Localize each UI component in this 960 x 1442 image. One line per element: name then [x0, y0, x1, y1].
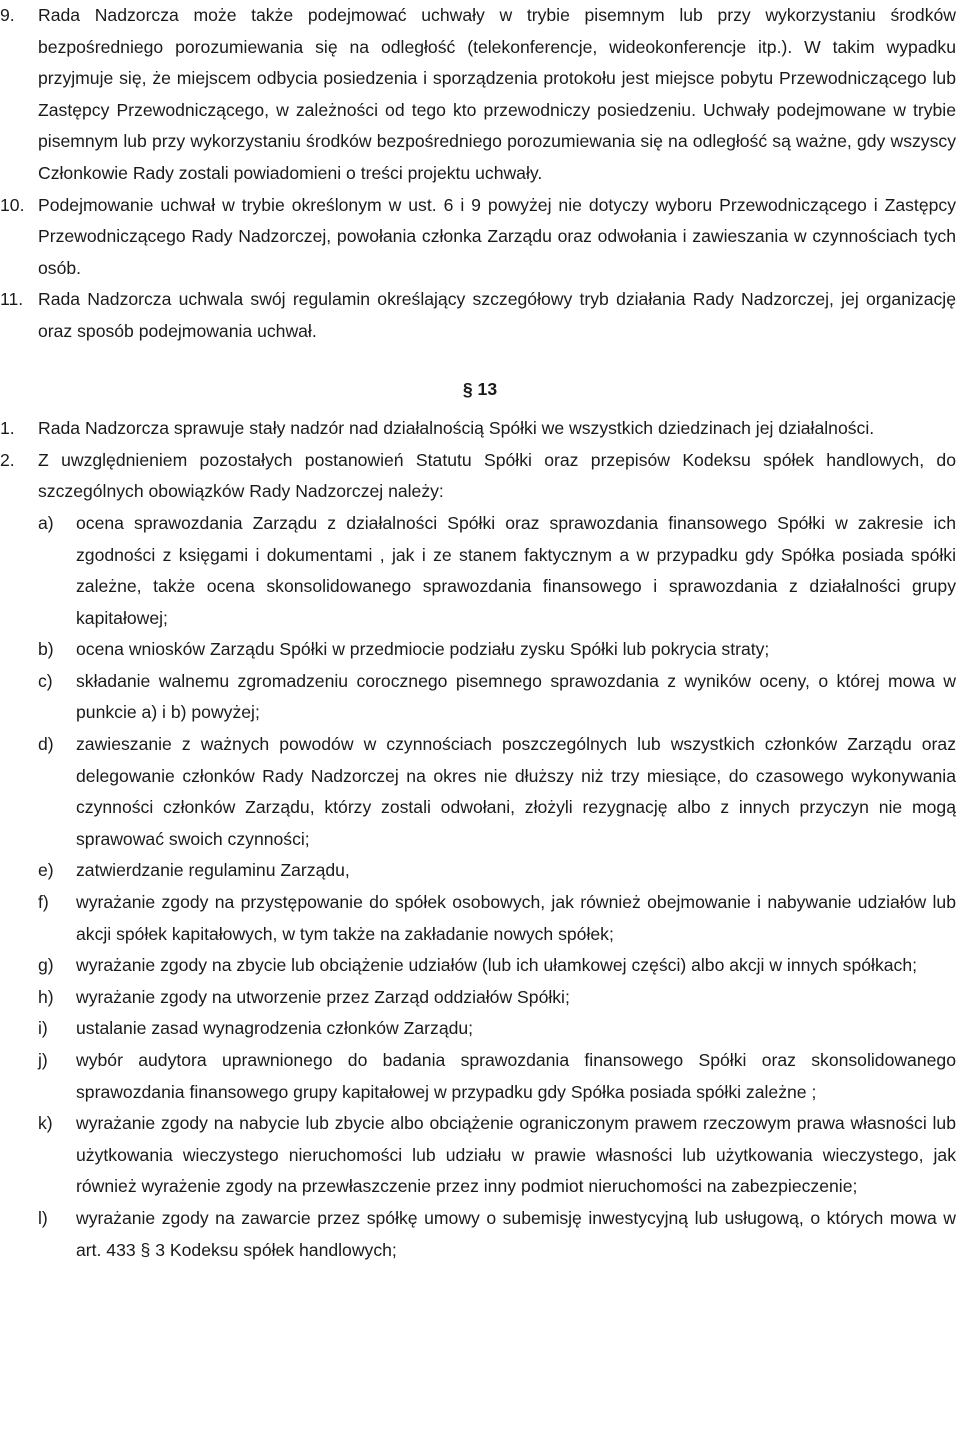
paragraph-number: 1. [0, 418, 15, 439]
paragraph-text: Rada Nadzorcza może także podejmować uchwały w trybie pisemnym lub przy wykorzystaniu środków bezpośredniego porozumiewania się na odległość (telekonferencje, wideokonferencje itp.). W takim wypadku przyjmuje się, że miejscem odbycia posiedzenia i sporządzenia protokołu jest miejsce pobytu Przewodniczącego lub Zastępcy Przewodniczącego, w zależności od tego kto przewodniczy posiedzeniu. Uchwały podejmowane w trybie pisemnym lub przy wykorzystaniu środków bezpośredniego porozumiewania się na odległość są ważne, gdy wszyscy Członkowie Rady zostali powiadomieni o treści projektu uchwały. [38, 5, 956, 183]
list-item-letter: b) [38, 639, 54, 660]
list-item-letter: j) [38, 1050, 48, 1070]
list-item-text: wyrażanie zgody na przystępowanie do spółek osobowych, jak również obejmowanie i nabywanie udziałów lub akcji spółek kapitałowych, w tym także na zakładanie nowych spółek; [76, 892, 956, 944]
list-item-a [0, 508, 960, 634]
list-item-h [0, 982, 960, 1014]
section-paragraph-1 [0, 413, 960, 445]
list-item-k [0, 1108, 960, 1203]
list-item-letter: d) [38, 734, 54, 755]
list-item-text: wyrażanie zgody na zawarcie przez spółkę umowy o subemisję inwestycyjną lub usługową, o których mowa w art. 433 § 3 Kodeksu spółek handlowych; [76, 1207, 956, 1260]
list-item-text: ustalanie zasad wynagrodzenia członków Zarządu; [76, 1018, 474, 1039]
paragraph-10 [0, 190, 960, 285]
list-item-e [0, 855, 960, 887]
paragraph-number: 10. [0, 194, 25, 215]
section-heading: § 13 [462, 378, 498, 399]
list-item-b [0, 634, 960, 666]
list-item-letter: k) [38, 1113, 53, 1134]
list-item-text: wyrażanie zgody na nabycie lub zbycie albo obciążenie ograniczonym prawem rzeczowym prawa własności lub użytkowania wieczystego nieruchomości lub udziału w prawie własności lub użytkowania wieczystego, jak również wyrażenie zgody na przewłaszczenie przez inny podmiot nieruchomości na zabezpieczenie; [76, 1113, 956, 1197]
paragraph-9 [0, 0, 960, 190]
list-item-letter: e) [38, 860, 54, 881]
paragraph-text: Podejmowanie uchwał w trybie określonym w ust. 6 i 9 powyżej nie dotyczy wyboru Przewodniczącego i Zastępcy Przewodniczącego Rady Nadzorczej, powołania członka Zarządu oraz odwołania i zawieszania w czynnościach tych osób. [38, 194, 956, 278]
list-item-j [0, 1045, 960, 1108]
paragraph-text: Z uwzględnieniem pozostałych postanowień Statutu Spółki oraz przepisów Kodeksu spółek handlowych, do szczególnych obowiązków Rady Nadzorczej należy: [38, 449, 956, 502]
list-item-text: ocena wniosków Zarządu Spółki w przedmiocie podziału zysku Spółki lub pokrycia straty; [76, 639, 770, 660]
list-item-text: zawieszanie z ważnych powodów w czynnościach poszczególnych lub wszystkich członków Zarządu oraz delegowanie członków Rady Nadzorczej na okres nie dłuższy niż trzy miesiące, do czasowego wykonywania czynności członków Zarządu, którzy zostali odwołani, złożyli rezygnację albo z innych przyczyn nie mogą sprawować swoich czynności; [76, 734, 956, 849]
list-item-text: ocena sprawozdania Zarządu z działalności Spółki oraz sprawozdania finansowego Spółki w zakresie ich zgodności z księgami i dokumentami , jak i ze stanem faktycznym a w przypadku gdy Spółka posiada spółki zależne, także ocena skonsolidowanego sprawozdania finansowego i sprawozdania z działalności grupy kapitałowej; [76, 512, 956, 628]
list-item-f [0, 887, 960, 950]
paragraph-number: 2. [0, 449, 15, 470]
list-item-letter: g) [38, 955, 54, 976]
list-item-text: składanie walnemu zgromadzeniu corocznego pisemnego sprawozdania z wyników oceny, o której mowa w punkcie a) i b) powyżej; [76, 670, 956, 723]
list-item-text: zatwierdzanie regulaminu Zarządu, [76, 860, 350, 881]
list-item-letter: a) [38, 512, 54, 533]
paragraph-number: 9. [0, 5, 15, 25]
paragraph-text: Rada Nadzorcza sprawuje stały nadzór nad działalnością Spółki we wszystkich dziedzinach jej działalności. [38, 418, 875, 439]
list-item-letter: h) [38, 986, 54, 1007]
list-item-letter: c) [38, 670, 53, 691]
list-item-c [0, 666, 960, 729]
list-item-text: wyrażanie zgody na utworzenie przez Zarząd oddziałów Spółki; [76, 986, 570, 1007]
paragraph-number: 11. [0, 289, 24, 310]
list-item-l [0, 1203, 960, 1266]
paragraph-11 [0, 284, 960, 347]
list-item-d [0, 729, 960, 855]
list-item-letter: i) [38, 1018, 48, 1039]
spacer [0, 348, 960, 366]
section-paragraph-2 [0, 445, 960, 508]
list-item-letter: f) [38, 892, 49, 913]
list-item-g [0, 950, 960, 982]
list-item-text: wyrażanie zgody na zbycie lub obciążenie udziałów (lub ich ułamkowej części) albo akcji w innych spółkach; [76, 955, 918, 976]
paragraph-text: Rada Nadzorcza uchwala swój regulamin określający szczegółowy tryb działania Rady Nadzorczej, jej organizację oraz sposób podejmowania uchwał. [38, 289, 956, 341]
list-item-text: wybór audytora uprawnionego do badania sprawozdania finansowego Spółki oraz skonsolidowanego sprawozdania finansowego grupy kapitałowej w przypadku gdy Spółka posiada spółki zależne ; [76, 1050, 956, 1102]
list-item-letter: l) [38, 1207, 48, 1228]
list-item-i [0, 1013, 960, 1045]
